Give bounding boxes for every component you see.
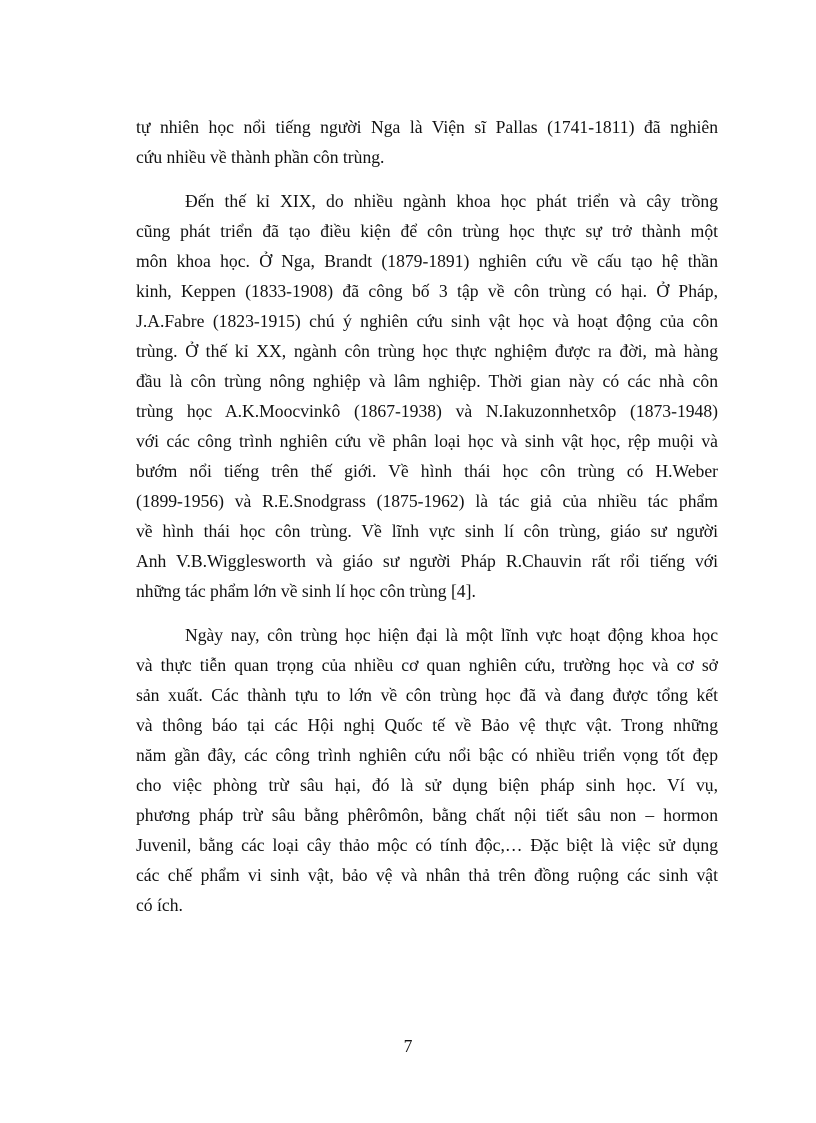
text-line: Đến thế kỉ XIX, do nhiều ngành khoa học phát triển và cây trồng xyxy=(185,191,718,211)
text-line: trùng. Ở thế kỉ XX, ngành côn trùng học thực nghiệm được ra đời, mà hàng xyxy=(136,341,718,361)
text-line: môn khoa học. Ở Nga, Brandt (1879-1891) nghiên cứu về cấu tạo hệ thần xyxy=(136,251,718,271)
text-line: những tác phẩm lớn về sinh lí học côn trùng [4]. xyxy=(136,581,476,601)
paragraph-2 xyxy=(136,186,718,606)
text-line: trùng học A.K.Moocvinkô (1867-1938) và N.Iakuzonnhetxôp (1873-1948) xyxy=(136,401,718,421)
text-line: phương pháp trừ sâu bằng phêrômôn, bằng chất nội tiết sâu non – hormon xyxy=(136,805,718,825)
text-line: đầu là côn trùng nông nghiệp và lâm nghiệp. Thời gian này có các nhà côn xyxy=(136,371,718,391)
body-text xyxy=(136,112,718,920)
text-line: năm gần đây, các công trình nghiên cứu nổi bậc có nhiều triển vọng tốt đẹp xyxy=(136,745,718,765)
text-line: cho việc phòng trừ sâu hại, đó là sử dụng biện pháp sinh học. Ví vụ, xyxy=(136,775,718,795)
text-line: về hình thái học côn trùng. Về lĩnh vực sinh lí côn trùng, giáo sư người xyxy=(136,521,718,541)
text-line: cứu nhiều về thành phần côn trùng. xyxy=(136,147,385,167)
text-line: bướm nổi tiếng trên thế giới. Về hình thái học côn trùng có H.Weber xyxy=(136,461,718,481)
text-line: cũng phát triển đã tạo điều kiện để côn trùng học thực sự trở thành một xyxy=(136,221,718,241)
text-line: với các công trình nghiên cứu về phân loại học và sinh vật học, rệp muội và xyxy=(136,431,718,451)
text-line: và thông báo tại các Hội nghị Quốc tế về Bảo vệ thực vật. Trong những xyxy=(136,715,718,735)
paragraph-3 xyxy=(136,620,718,920)
text-line: kinh, Keppen (1833-1908) đã công bố 3 tập về côn trùng có hại. Ở Pháp, xyxy=(136,281,718,301)
text-line: Anh V.B.Wigglesworth và giáo sư người Pháp R.Chauvin rất rổi tiếng với xyxy=(136,551,718,571)
text-line: (1899-1956) và R.E.Snodgrass (1875-1962) là tác giả của nhiều tác phẩm xyxy=(136,491,718,511)
text-line: Ngày nay, côn trùng học hiện đại là một lĩnh vực hoạt động khoa học xyxy=(185,625,718,645)
text-line: J.A.Fabre (1823-1915) chú ý nghiên cứu sinh vật học và hoạt động của côn xyxy=(136,311,718,331)
text-line: tự nhiên học nổi tiếng người Nga là Viện sĩ Pallas (1741-1811) đã nghiên xyxy=(136,117,718,137)
page-number: 7 xyxy=(403,1036,413,1056)
text-line: và thực tiễn quan trọng của nhiều cơ quan nghiên cứu, trường học và cơ sở xyxy=(136,655,718,675)
paragraph-1 xyxy=(136,112,718,172)
text-line: sản xuất. Các thành tựu to lớn về côn trùng học đã và đang được tổng kết xyxy=(136,685,718,705)
text-line: các chế phẩm vi sinh vật, bảo vệ và nhân thả trên đồng ruộng các sinh vật xyxy=(136,865,718,885)
text-line: có ích. xyxy=(136,895,183,915)
text-line: Juvenil, bằng các loại cây thảo mộc có tính độc,… Đặc biệt là việc sử dụng xyxy=(136,835,718,855)
